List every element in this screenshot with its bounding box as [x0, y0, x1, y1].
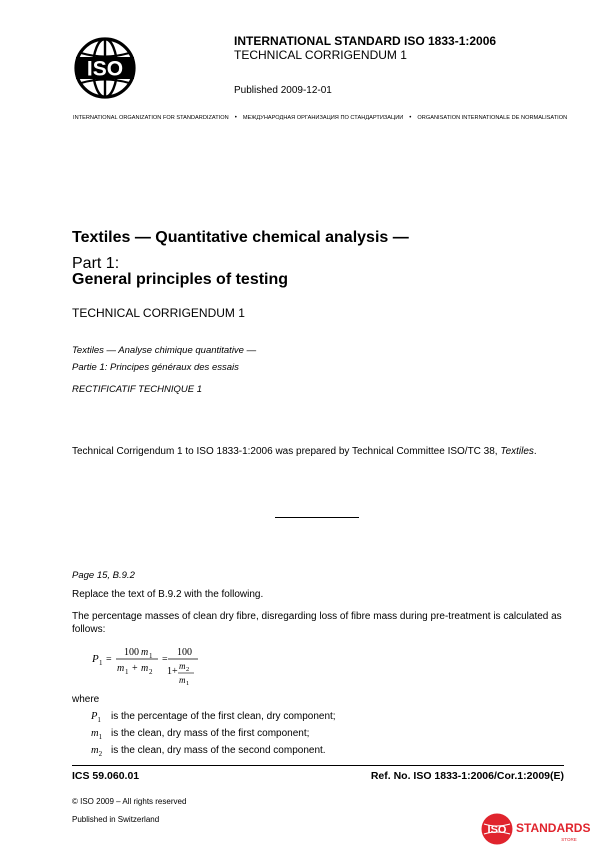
- definition-row: [91, 711, 336, 724]
- definition-symbol: $m_2$: [91, 745, 103, 759]
- formula-den1: m: [117, 663, 125, 674]
- formula-lhs: P: [92, 653, 99, 665]
- intro-paragraph: The percentage masses of clean dry fibre, disregarding loss of fibre mass during pre-treatment is calculated as follows:: [72, 611, 562, 635]
- definition-text: is the clean, dry mass of the first component;: [111, 728, 310, 739]
- iso-logo: [74, 37, 136, 99]
- published-in: Published in Switzerland: [72, 815, 160, 824]
- formula-den1b-sub: 2: [149, 668, 153, 676]
- org-separator: •: [234, 115, 237, 121]
- copyright-notice: © ISO 2009 – All rights reserved: [72, 797, 187, 806]
- standard-title: INTERNATIONAL STANDARD ISO 1833-1:2006: [234, 34, 497, 48]
- iso-logo-text: ISO: [86, 57, 124, 81]
- definition-symbol: $P_1$: [91, 711, 101, 725]
- formula-inner-den-sub: 1: [186, 680, 190, 687]
- replace-instruction: Replace the text of B.9.2 with the following.: [72, 589, 264, 600]
- percentage-formula: [90, 640, 230, 688]
- formula-lhs-sub: 1: [99, 659, 103, 667]
- org-name-ru: МЕЖДУНАРОДНАЯ ОРГАНИЗАЦИЯ ПО СТАНДАРТИЗАЦИИ: [242, 115, 404, 121]
- store-badge-iso: ISO: [487, 824, 507, 836]
- definition-row: [91, 745, 326, 758]
- formula-equals: =: [106, 654, 112, 665]
- section-divider: [275, 517, 359, 518]
- organization-names: [73, 115, 568, 121]
- standards-store-badge[interactable]: [480, 812, 592, 846]
- formula-inner-num: m: [179, 661, 186, 671]
- definition-text: is the clean, dry mass of the second component.: [111, 745, 326, 756]
- reference-number: Ref. No. ISO 1833-1:2006/Cor.1:2009(E): [370, 770, 564, 782]
- published-date: Published 2009-12-01: [234, 85, 332, 96]
- committee-name: Textiles: [500, 446, 534, 457]
- org-separator: •: [409, 115, 412, 121]
- footer-rule: [72, 765, 564, 766]
- org-name-en: INTERNATIONAL ORGANIZATION FOR STANDARDIZATION: [73, 115, 229, 121]
- formula-inner-den: m: [179, 675, 186, 685]
- corrigendum-header: TECHNICAL CORRIGENDUM 1: [234, 48, 407, 62]
- formula-equals-2: =: [162, 654, 168, 665]
- where-label: where: [72, 694, 100, 705]
- french-part-title: Partie 1: Principes généraux des essais: [72, 362, 239, 373]
- french-title: Textiles — Analyse chimique quantitative —: [72, 345, 257, 356]
- definition-symbol: $m_1$: [91, 728, 103, 742]
- formula-num1-var: m: [141, 647, 149, 658]
- part-title: General principles of testing: [72, 271, 289, 288]
- formula-num1: 100: [124, 647, 139, 658]
- formula-inner-num-sub: 2: [186, 666, 190, 673]
- document-title: Textiles — Quantitative chemical analysis —: [72, 229, 409, 246]
- page-reference: Page 15, B.9.2: [72, 570, 135, 581]
- formula-plus: +: [132, 663, 138, 674]
- formula-den2-prefix: 1+: [167, 666, 178, 677]
- org-name-fr: ORGANISATION INTERNATIONALE DE NORMALISATION: [417, 115, 568, 121]
- part-label: Part 1:: [72, 255, 120, 272]
- definition-text: is the percentage of the first clean, dry component;: [111, 711, 336, 722]
- store-badge-label: STANDARDS: [516, 821, 591, 835]
- prepared-statement: [72, 446, 537, 457]
- prepared-text: Technical Corrigendum 1 to ISO 1833-1:2006 was prepared by Technical Committee ISO/TC 38,: [72, 446, 501, 457]
- ics-code: ICS 59.060.01: [72, 770, 140, 782]
- definition-row: [91, 728, 309, 741]
- store-badge-sub: STORE: [561, 837, 577, 842]
- prepared-end: .: [533, 446, 537, 457]
- formula-den1b: m: [141, 663, 149, 674]
- formula-num2: 100: [177, 647, 192, 658]
- french-corrigendum: RECTIFICATIF TECHNIQUE 1: [72, 384, 203, 395]
- formula-num1-sub: 1: [149, 652, 153, 660]
- corrigendum-label: TECHNICAL CORRIGENDUM 1: [72, 306, 245, 320]
- formula-den1-sub: 1: [125, 668, 129, 676]
